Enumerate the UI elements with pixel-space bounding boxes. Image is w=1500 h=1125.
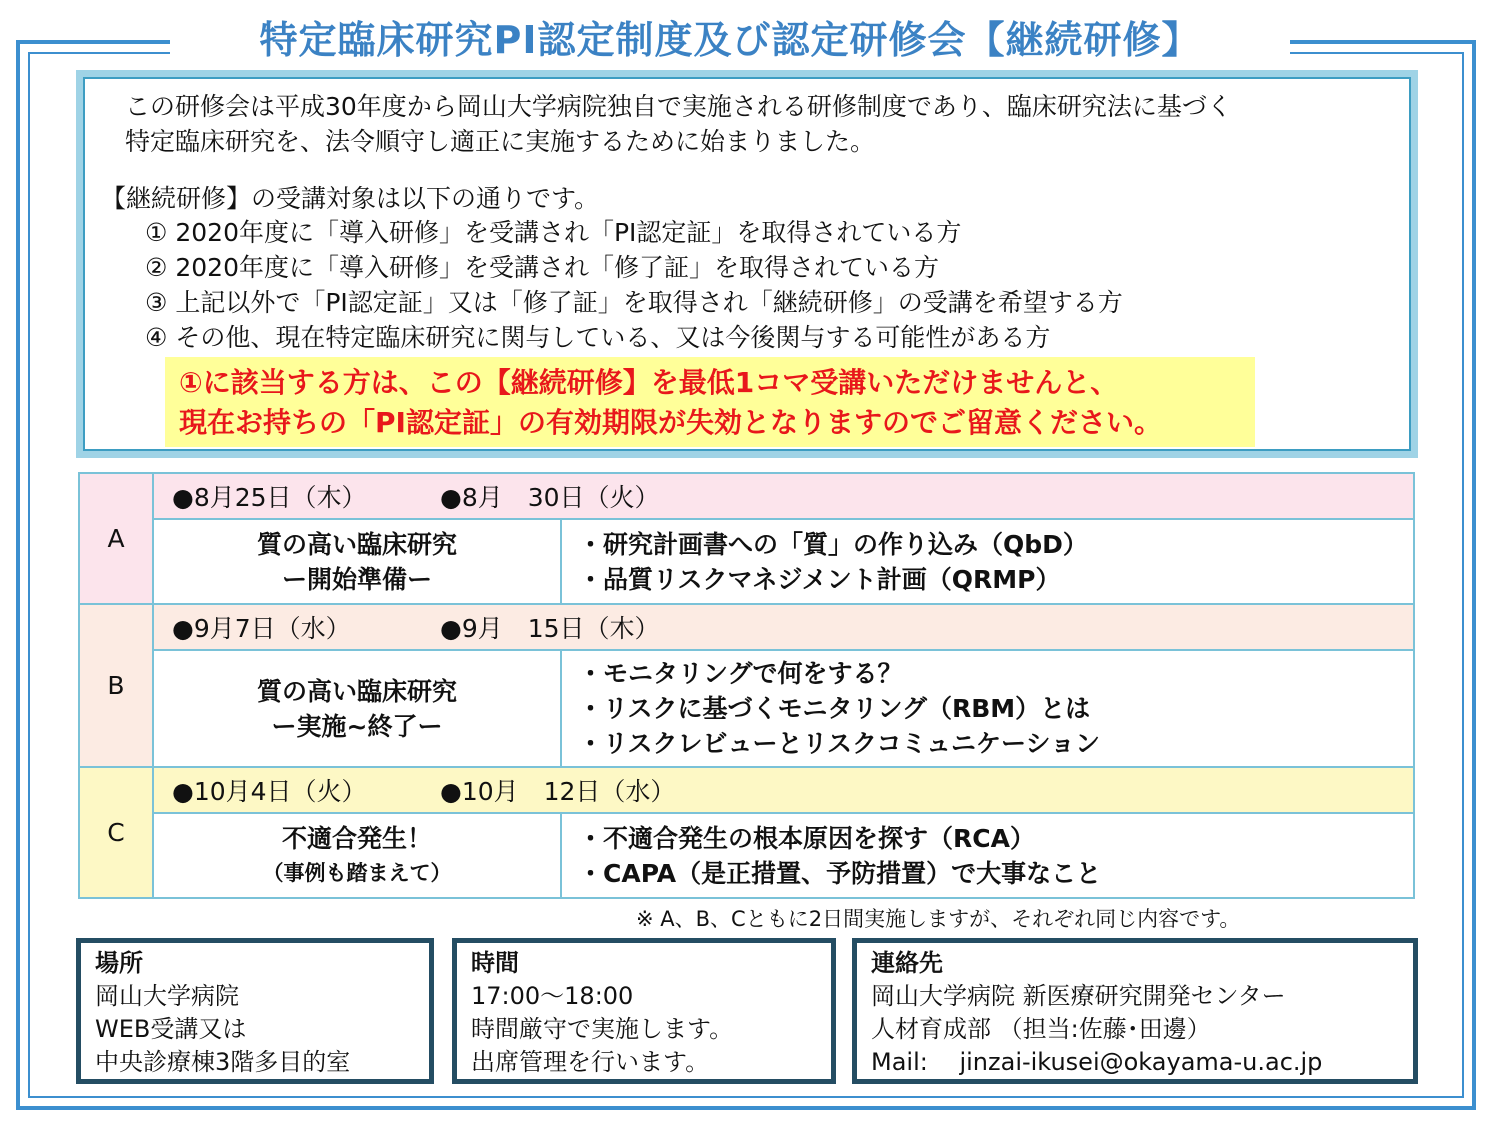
intro-box: [76, 70, 1418, 458]
place-line: 中央診療棟3階多目的室: [95, 1048, 351, 1076]
session-b-topic-line-1: 質の高い臨床研究: [256, 676, 457, 706]
session-b-date-2: ●9月 15日（木）: [440, 614, 660, 644]
session-a-item: ・品質リスクマネジメント計画（QRMP）: [578, 564, 1061, 594]
contact-line: 人材育成部 （担当:佐藤･田邊）: [871, 1015, 1211, 1043]
warning-line-1: ①に該当する方は、この【継続研修】を最低1コマ受講いただけませんと、: [179, 366, 1119, 399]
session-c-letter: C: [79, 767, 153, 898]
session-a-date-row: [79, 473, 1414, 519]
target-item: ④ その他、現在特定臨床研究に関与している、又は今後関与する可能性がある方: [145, 323, 1051, 352]
contact-email[interactable]: Mail: jinzai-ikusei@okayama-u.ac.jp: [871, 1048, 1323, 1076]
intro-line-2: 特定臨床研究を、法令順守し適正に実施するために始まりました。: [125, 127, 876, 156]
session-b-topic: [153, 650, 561, 767]
session-a-topic-line-1: 質の高い臨床研究: [256, 529, 457, 559]
session-c-date-row: [79, 767, 1414, 813]
session-a-letter: A: [79, 473, 153, 604]
session-c-date-1: ●10月4日（火）: [172, 777, 367, 807]
session-a-content-row: [79, 519, 1414, 604]
session-b-date-1: ●9月7日（水）: [172, 614, 351, 644]
place-line: 岡山大学病院: [95, 982, 239, 1010]
intro-text: [125, 89, 1232, 159]
time-heading: 時間: [471, 949, 519, 977]
target-item: ① 2020年度に「導入研修」を受講され「PI認定証」を取得されている方: [145, 218, 962, 247]
session-b-dates: [153, 604, 1414, 650]
session-b-items: [561, 650, 1414, 767]
page-title: 特定臨床研究PI認定制度及び認定研修会【継続研修】: [259, 18, 1201, 62]
session-c-topic: [153, 813, 561, 898]
contact-heading: 連絡先: [871, 949, 943, 977]
contact-box: [852, 938, 1418, 1084]
session-c-content-row: [79, 813, 1414, 898]
session-c-date-2: ●10月 12日（水）: [440, 777, 676, 807]
session-c-item: ・CAPA（是正措置、予防措置）で大事なこと: [578, 858, 1102, 888]
session-a-item: ・研究計画書への「質」の作り込み（QbD）: [578, 529, 1088, 559]
session-c-topic-line-1: 不適合発生！: [281, 823, 432, 853]
session-b-item: ・リスクに基づくモニタリング（RBM）とは: [578, 694, 1091, 724]
target-item: ③ 上記以外で「PI認定証」又は「修了証」を取得され「継続研修」の受講を希望する方: [145, 288, 1123, 317]
session-a-topic: [153, 519, 561, 604]
time-line: 出席管理を行います。: [471, 1048, 710, 1076]
target-list: [145, 215, 1123, 355]
session-c-item: ・不適合発生の根本原因を探す（RCA）: [578, 823, 1035, 853]
session-b-item: ・リスクレビューとリスクコミュニケーション: [578, 729, 1101, 759]
warning-banner: [165, 357, 1255, 447]
session-b-date-row: [79, 604, 1414, 650]
intro-line-1: この研修会は平成30年度から岡山大学病院独自で実施される研修制度であり、臨床研究法に基づく: [125, 92, 1232, 121]
session-c-dates: [153, 767, 1414, 813]
session-b-content-row: [79, 650, 1414, 767]
session-a-date-2: ●8月 30日（火）: [440, 483, 660, 513]
session-c-items: [561, 813, 1414, 898]
time-box: [452, 938, 836, 1084]
session-a-date-1: ●8月25日（木）: [172, 483, 367, 513]
target-item: ② 2020年度に「導入研修」を受講され「修了証」を取得されている方: [145, 253, 939, 282]
schedule-table: [78, 472, 1415, 899]
target-heading: 【継続研修】の受講対象は以下の通りです。: [101, 184, 600, 213]
session-a-topic-line-2: ー開始準備ー: [281, 564, 432, 594]
session-a-items: [561, 519, 1414, 604]
place-line: WEB受講又は: [95, 1015, 247, 1043]
session-b-item: ・モニタリングで何をする？: [578, 659, 903, 689]
warning-line-2: 現在お持ちの「PI認定証」の有効期限が失効となりますのでご留意ください。: [179, 406, 1162, 439]
place-box: [76, 938, 434, 1084]
contact-line: 岡山大学病院 新医療研究開発センター: [871, 982, 1286, 1010]
session-a-dates: [153, 473, 1414, 519]
session-b-topic-line-2: ー実施~終了ー: [271, 711, 443, 741]
session-b-letter: B: [79, 604, 153, 767]
schedule-note: ※ A、B、Cともに2日間実施しますが、それぞれ同じ内容です。: [636, 907, 1241, 931]
time-line: 17:00～18:00: [471, 982, 634, 1010]
place-heading: 場所: [95, 949, 143, 977]
time-line: 時間厳守で実施します。: [471, 1015, 734, 1043]
session-c-topic-line-2: （事例も踏まえて）: [262, 860, 452, 885]
